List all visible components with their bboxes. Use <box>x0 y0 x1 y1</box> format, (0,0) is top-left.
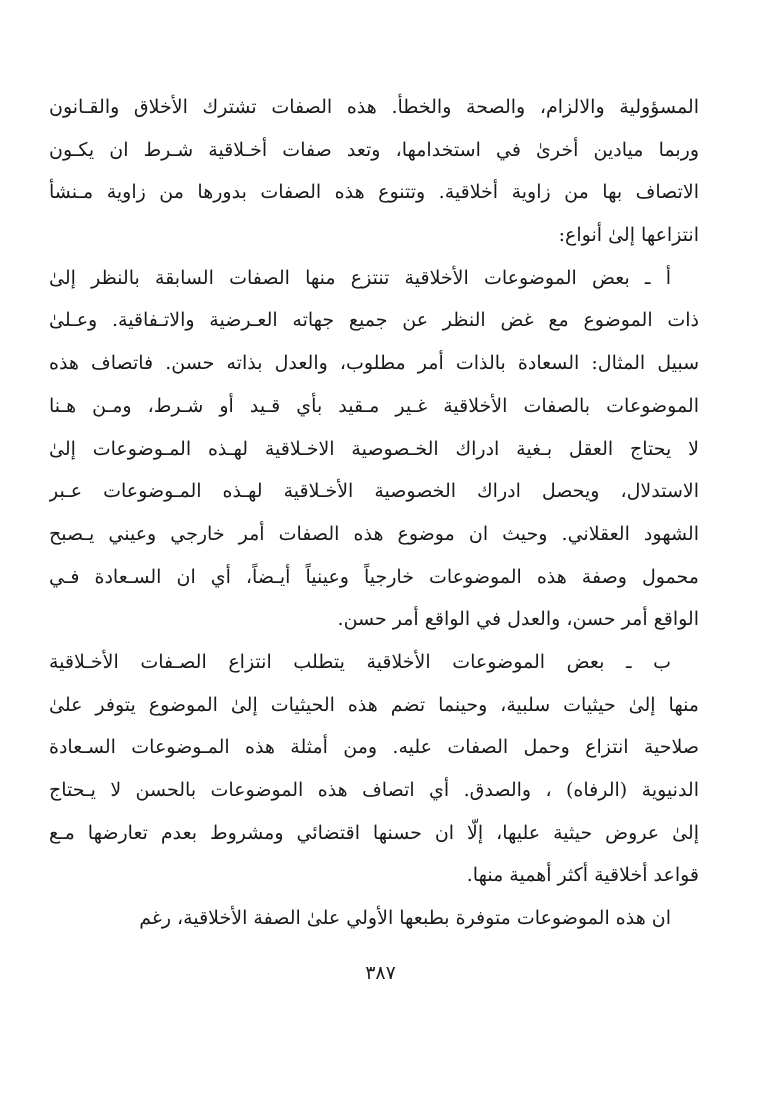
text-line: سبيل المثال: السعادة بالذات أمر مطلوب، والعدل بذاته حسن. فاتصاف هذه <box>49 352 699 375</box>
text-line: ب ـ بعض الموضوعات الأخلاقية يتطلب انتزاع الصـفات الأخـلاقية <box>49 650 671 673</box>
text-line: قواعد أخلاقية أكثر أهمية منها. <box>466 864 699 887</box>
text-line: الموضوعات بالصفات الأخلاقية غـير مـقيد بأي قـيد أو شـرط، ومـن هـنا <box>49 394 699 417</box>
text-line: وربما ميادين أخرىٰ في استخدامها، وتعد صفات أخـلاقية شـرط ان يكـون <box>49 138 699 161</box>
text-line: إلىٰ عروض حيثية عليها، إلّا ان حسنها اقتضائي ومشروط بعدم تعارضها مـع <box>49 821 699 844</box>
page-number: ٣٨٧ <box>365 962 396 984</box>
body-text <box>49 86 699 940</box>
text-line: الدنيوية (الرفاه) ، والصدق. أي اتصاف هذه الموضوعات بالحسن لا يـحتاج <box>49 779 699 801</box>
text-line: الاتصاف بها من زاوية أخلاقية. وتتنوع هذه الصفات بدورها من زاوية مـنشأ <box>49 181 699 204</box>
text-line: صلاحية انتزاع وحمل الصفات عليه. ومن أمثلة هذه المـوضوعات السـعادة <box>49 736 699 759</box>
text-line: ذات الموضوع مع غض النظر عن جميع جهاته العـرضية والاتـفاقية. وعـلىٰ <box>49 309 699 332</box>
text-line: منها إلىٰ حيثيات سلبية، وحينما تضم هذه الحيثيات إلىٰ الموضوع يتوفر علىٰ <box>49 693 699 716</box>
text-line: الشهود العقلاني. وحيث ان موضوع هذه الصفات أمر خارجي وعيني يـصبح <box>49 522 699 545</box>
text-line: انتزاعها إلىٰ أنواع: <box>558 224 699 247</box>
text-line: الواقع أمر حسن، والعدل في الواقع أمر حسن. <box>337 608 699 631</box>
text-line: المسؤولية والالزام، والصحة والخطأ. هذه الصفات تشترك الأخلاق والقـانون <box>49 96 699 118</box>
text-line: الاستدلال، ويحصل ادراك الخصوصية الأخـلاقية لهـذه المـوضوعات عـبر <box>49 480 699 503</box>
text-line: محمول وصفة هذه الموضوعات خارجياً وعينياً أيـضاً، أي ان السـعادة فـي <box>49 565 699 588</box>
text-line: لا يحتاج العقل بـغية ادراك الخـصوصية الاخـلاقية لهـذه المـوضوعات إلىٰ <box>49 437 699 460</box>
text-line: أ ـ بعض الموضوعات الأخلاقية تنتزع منها الصفات السابقة بالنظر إلىٰ <box>49 266 671 289</box>
text-line: ان هذه الموضوعات متوفرة بطبعها الأولي علىٰ الصفة الأخلاقية، رغم <box>139 907 671 930</box>
